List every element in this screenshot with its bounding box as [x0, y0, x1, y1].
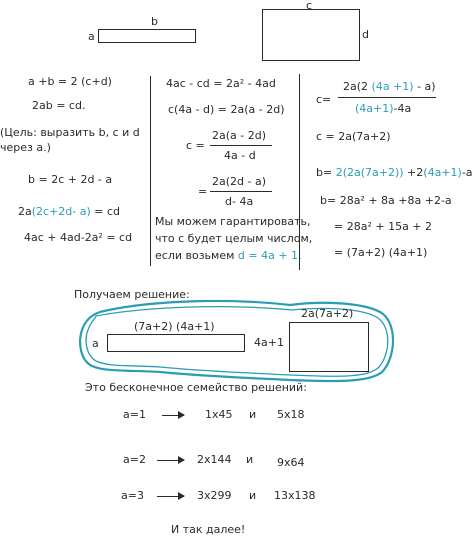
col2-eq4-lhs: = [198, 185, 208, 198]
col2-eq3-den: 4a - d [224, 149, 256, 162]
family-row-left: 1x45 [205, 408, 233, 421]
col1-eq1: a +b = 2 (c+d) [28, 75, 112, 88]
solution-right-rect [289, 322, 369, 372]
col3-c-simplified: c = 2a(7a+2) [316, 130, 391, 143]
arrow-icon [157, 496, 184, 497]
col1-eq5: 4ac + 4ad-2a² = cd [24, 231, 133, 244]
col3-b-post: -a [461, 166, 473, 179]
solution-left-rect-label: (7a+2) (4a+1) [134, 320, 215, 333]
solution-right-rect-label: 2a(7a+2) [301, 307, 354, 320]
col1-eq4-coeff: 2a [18, 205, 32, 218]
col1-eq2: 2ab = cd. [32, 99, 86, 112]
col2-eq4-den: d- 4a [225, 195, 254, 208]
family-row-left: 2x144 [197, 453, 232, 466]
col2-eq2: c(4a - d) = 2a(a - 2d) [168, 103, 285, 116]
family-row-conj: и [246, 453, 254, 466]
label-c: c [306, 0, 313, 12]
col2-eq4-num: 2a(2d - a) [212, 175, 267, 188]
family-footer: И так далее! [171, 523, 246, 536]
solution-middle-label: 4a+1 [254, 336, 284, 349]
col2-note3-pre: если возьмем [155, 249, 238, 262]
solution-left-rect [107, 334, 245, 352]
solution-label-a: a [92, 337, 99, 350]
col1-eq4-rest: = cd [90, 205, 121, 218]
col3-c-den-post: -4a [393, 102, 412, 115]
col2-eq1: 4ac - cd = 2a² - 4ad [166, 77, 276, 90]
family-row-conj: и [249, 408, 257, 421]
col3-b-line4: = (7a+2) (4a+1) [334, 246, 428, 259]
col2-note2: что c будет целым числом, [155, 232, 313, 245]
col3-b-line3: = 28a² + 15a + 2 [334, 220, 433, 233]
family-row-a: a=2 [123, 453, 146, 466]
col2-note3-highlight: d = 4a + 1 [237, 249, 299, 262]
col3-c-lhs: c= [316, 93, 332, 106]
family-heading: Это бесконечное семейство решений: [85, 381, 307, 394]
col1-eq4-highlight: (2c+2d- a) [31, 205, 91, 218]
col3-b-mid: +2 [403, 166, 424, 179]
col3-c-den-highlight: (4a+1) [355, 102, 394, 115]
family-row-left: 3x299 [197, 489, 232, 502]
family-row-right: 9x64 [277, 456, 305, 469]
solution-heading: Получаем решение: [74, 288, 190, 301]
col1-note2: через a.) [0, 141, 51, 154]
arrow-icon [162, 415, 184, 416]
label-b: b [151, 15, 158, 28]
col3-c-num-post: - a) [413, 80, 436, 93]
col3-c-num-pre: 2a(2 [343, 80, 372, 93]
col3-c-num-highlight: (4a +1) [371, 80, 414, 93]
label-a: a [88, 30, 95, 43]
family-row-right: 5x18 [277, 408, 305, 421]
col3-b-highlight1: 2(2a(7a+2)) [335, 166, 404, 179]
col2-note3-post: . [298, 249, 302, 262]
col3-b-highlight2: (4a+1) [423, 166, 462, 179]
col3-b-line2: b= 28a² + 8a +8a +2-a [320, 194, 452, 207]
col1-note1: (Цель: выразить b, c и d [0, 126, 140, 139]
family-row-right: 13x138 [274, 489, 316, 502]
family-row-a: a=3 [121, 489, 144, 502]
col3-b-pre: b= [316, 166, 336, 179]
family-row-a: a=1 [123, 408, 146, 421]
col2-eq3-lhs: c = [186, 139, 205, 152]
col1-eq3: b = 2c + 2d - a [28, 173, 113, 186]
label-d: d [362, 28, 369, 41]
family-row-conj: и [249, 489, 257, 502]
col2-eq3-num: 2a(a - 2d) [212, 129, 267, 142]
arrow-icon [157, 460, 184, 461]
col2-note1: Мы можем гарантировать, [155, 215, 311, 228]
